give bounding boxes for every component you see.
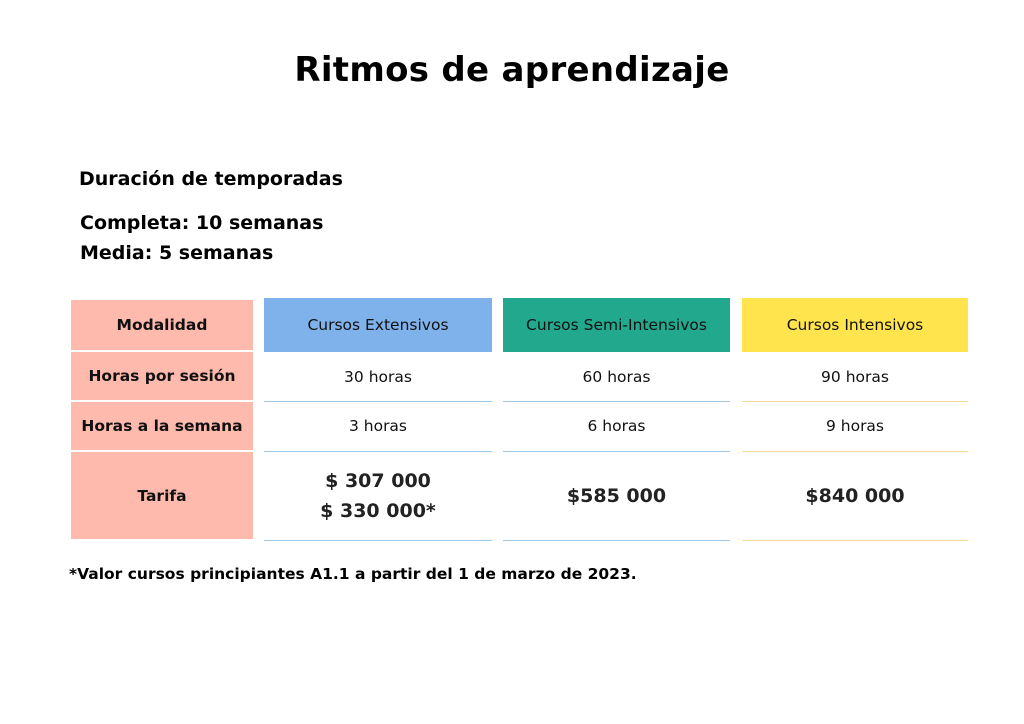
header-cursos-semi-intensivos: Cursos Semi-Intensivos: [503, 298, 730, 352]
page-title: Ritmos de aprendizaje: [294, 50, 730, 90]
half-season-text: Media: 5 semanas: [80, 242, 274, 264]
semi-intensivos-horas-sesion: 60 horas: [582, 368, 651, 386]
row-label-horas-sesion: Horas por sesión: [71, 352, 253, 400]
extensivos-horas-sesion: 30 horas: [344, 368, 412, 386]
extensivos-tarifa: [264, 452, 492, 540]
row-label-tarifa: Tarifa: [71, 452, 253, 539]
intensivos-horas-sesion: 90 horas: [821, 368, 889, 386]
extensivos-tarifa-line2: $ 330 000*: [320, 500, 436, 522]
intensivos-horas-semana: 9 horas: [825, 417, 885, 435]
table-bottom-border: [264, 540, 492, 541]
full-season-text: Completa: 10 semanas: [80, 212, 324, 234]
table-bottom-border: [742, 540, 968, 541]
intensivos-tarifa-value: $840 000: [805, 485, 905, 507]
header-cursos-extensivos: Cursos Extensivos: [264, 298, 492, 352]
semi-intensivos-tarifa-value: $585 000: [566, 485, 667, 507]
footnote: *Valor cursos principiantes A1.1 a partir del 1 de marzo de 2023.: [69, 565, 637, 583]
semi-intensivos-horas-semana: 6 horas: [587, 417, 646, 435]
extensivos-horas-semana: 3 horas: [348, 417, 408, 435]
row-label-modalidad: Modalidad: [71, 300, 253, 350]
intensivos-tarifa: [742, 452, 968, 540]
table-bottom-border: [503, 540, 730, 541]
header-cursos-intensivos: Cursos Intensivos: [742, 298, 968, 352]
row-label-horas-semana: Horas a la semana: [71, 402, 253, 450]
season-duration-heading: Duración de temporadas: [79, 168, 343, 190]
semi-intensivos-tarifa: [503, 452, 730, 540]
extensivos-tarifa-line1: $ 307 000: [325, 470, 431, 492]
